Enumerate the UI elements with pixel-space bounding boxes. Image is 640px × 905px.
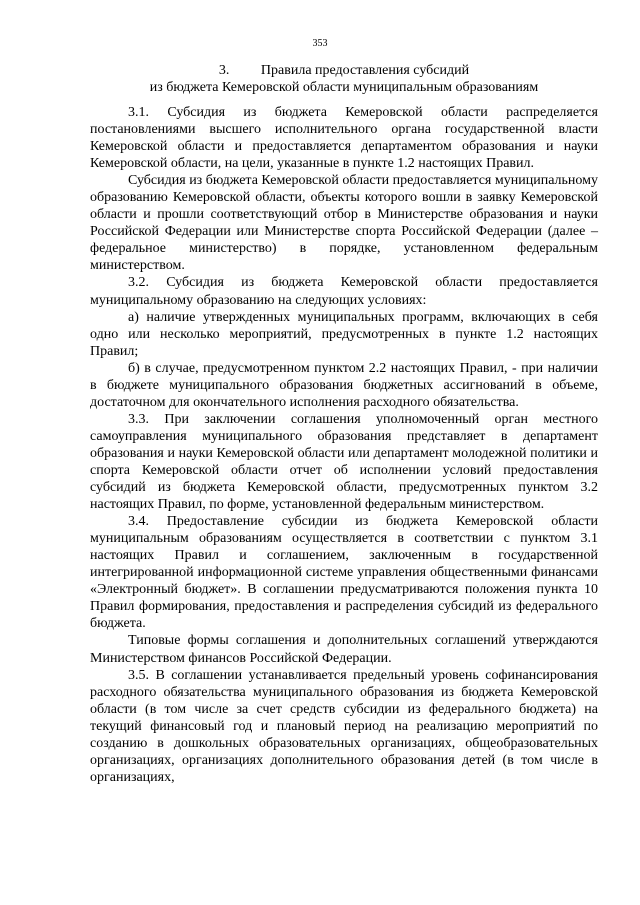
paragraph-condition-b: б) в случае, предусмотренном пунктом 2.2 настоящих Правил, - при наличии в бюджете муниципального образования бюджетных ассигнований в объеме, достаточном для окончательного исполнения расходного обязательства. (90, 360, 598, 410)
section-heading (90, 62, 598, 96)
paragraph-subsidy-allocation: Субсидия из бюджета Кемеровской области предоставляется муниципальному образованию Кемеровской области, объекты которого вошли в заявку Кемеровской области и прошли соответствующий отбор в Министерстве образования и науки Российской Федерации или Министерстве спорта Российской Федерации (далее – федеральное министерство) в порядке, установленном федеральным министерством. (90, 173, 598, 274)
paragraph-typical-forms: Типовые формы соглашения и дополнительных соглашений утверждаются Министерством финансов Российской Федерации. (90, 633, 598, 666)
page-number: 353 (312, 38, 328, 49)
body-text (90, 104, 598, 786)
paragraph-3-4: 3.4. Предоставление субсидии из бюджета Кемеровской области муниципальным образованиям осуществляется в соответствии с пунктом 3.1 настоящих Правил и соглашением, заключенным в государственной интегрированной информационной системе управления общественными финансами «Электронный бюджет». В соглашении предусматриваются положения пункта 10 Правил формирования, предоставления и распределения субсидий из федерального бюджета. (90, 514, 598, 632)
paragraph-3-3: 3.3. При заключении соглашения уполномоченный орган местного самоуправления муниципального образования представляет в департамент образования и науки Кемеровской области или департамент молодежной политики и спорта Кемеровской области отчет об исполнении условий предоставления субсидий из бюджета Кемеровской области, предусмотренных пунктом 3.2 настоящих Правил, по форме, установленной федеральным министерством. (90, 411, 598, 513)
section-number: 3. (218, 63, 230, 78)
paragraph-condition-a: а) наличие утвержденных муниципальных программ, включающих в себя одно или несколько мероприятий, предусмотренных в пункте 1.2 настоящих Правил; (90, 309, 598, 359)
section-title-line1: Правила предоставления субсидий (260, 63, 470, 78)
paragraph-3-2: 3.2. Субсидия из бюджета Кемеровской области предоставляется муниципальному образованию на следующих условиях: (90, 275, 598, 308)
paragraph-3-5: 3.5. В соглашении устанавливается предельный уровень софинансирования расходного обязательства муниципального образования из бюджета Кемеровской области (в том числе за счет средств субсидии из федерального бюджета) на текущий финансовый год и плановый период на реализацию мероприятий по созданию в дошкольных образовательных организациях, общеобразовательных организациях, организациях дополнительного образования детей (в том числе в организациях, (90, 667, 598, 785)
paragraph-3-1: 3.1. Субсидия из бюджета Кемеровской области распределяется постановлениями высшего исполнительного органа государственной власти Кемеровской области и предоставляется департаментом образования и науки Кемеровской области, на цели, указанные в пункте 1.2 настоящих Правил. (90, 105, 598, 172)
section-heading-line1 (90, 62, 598, 79)
section-title-line2: из бюджета Кемеровской области муниципальным образованиям (149, 80, 539, 95)
